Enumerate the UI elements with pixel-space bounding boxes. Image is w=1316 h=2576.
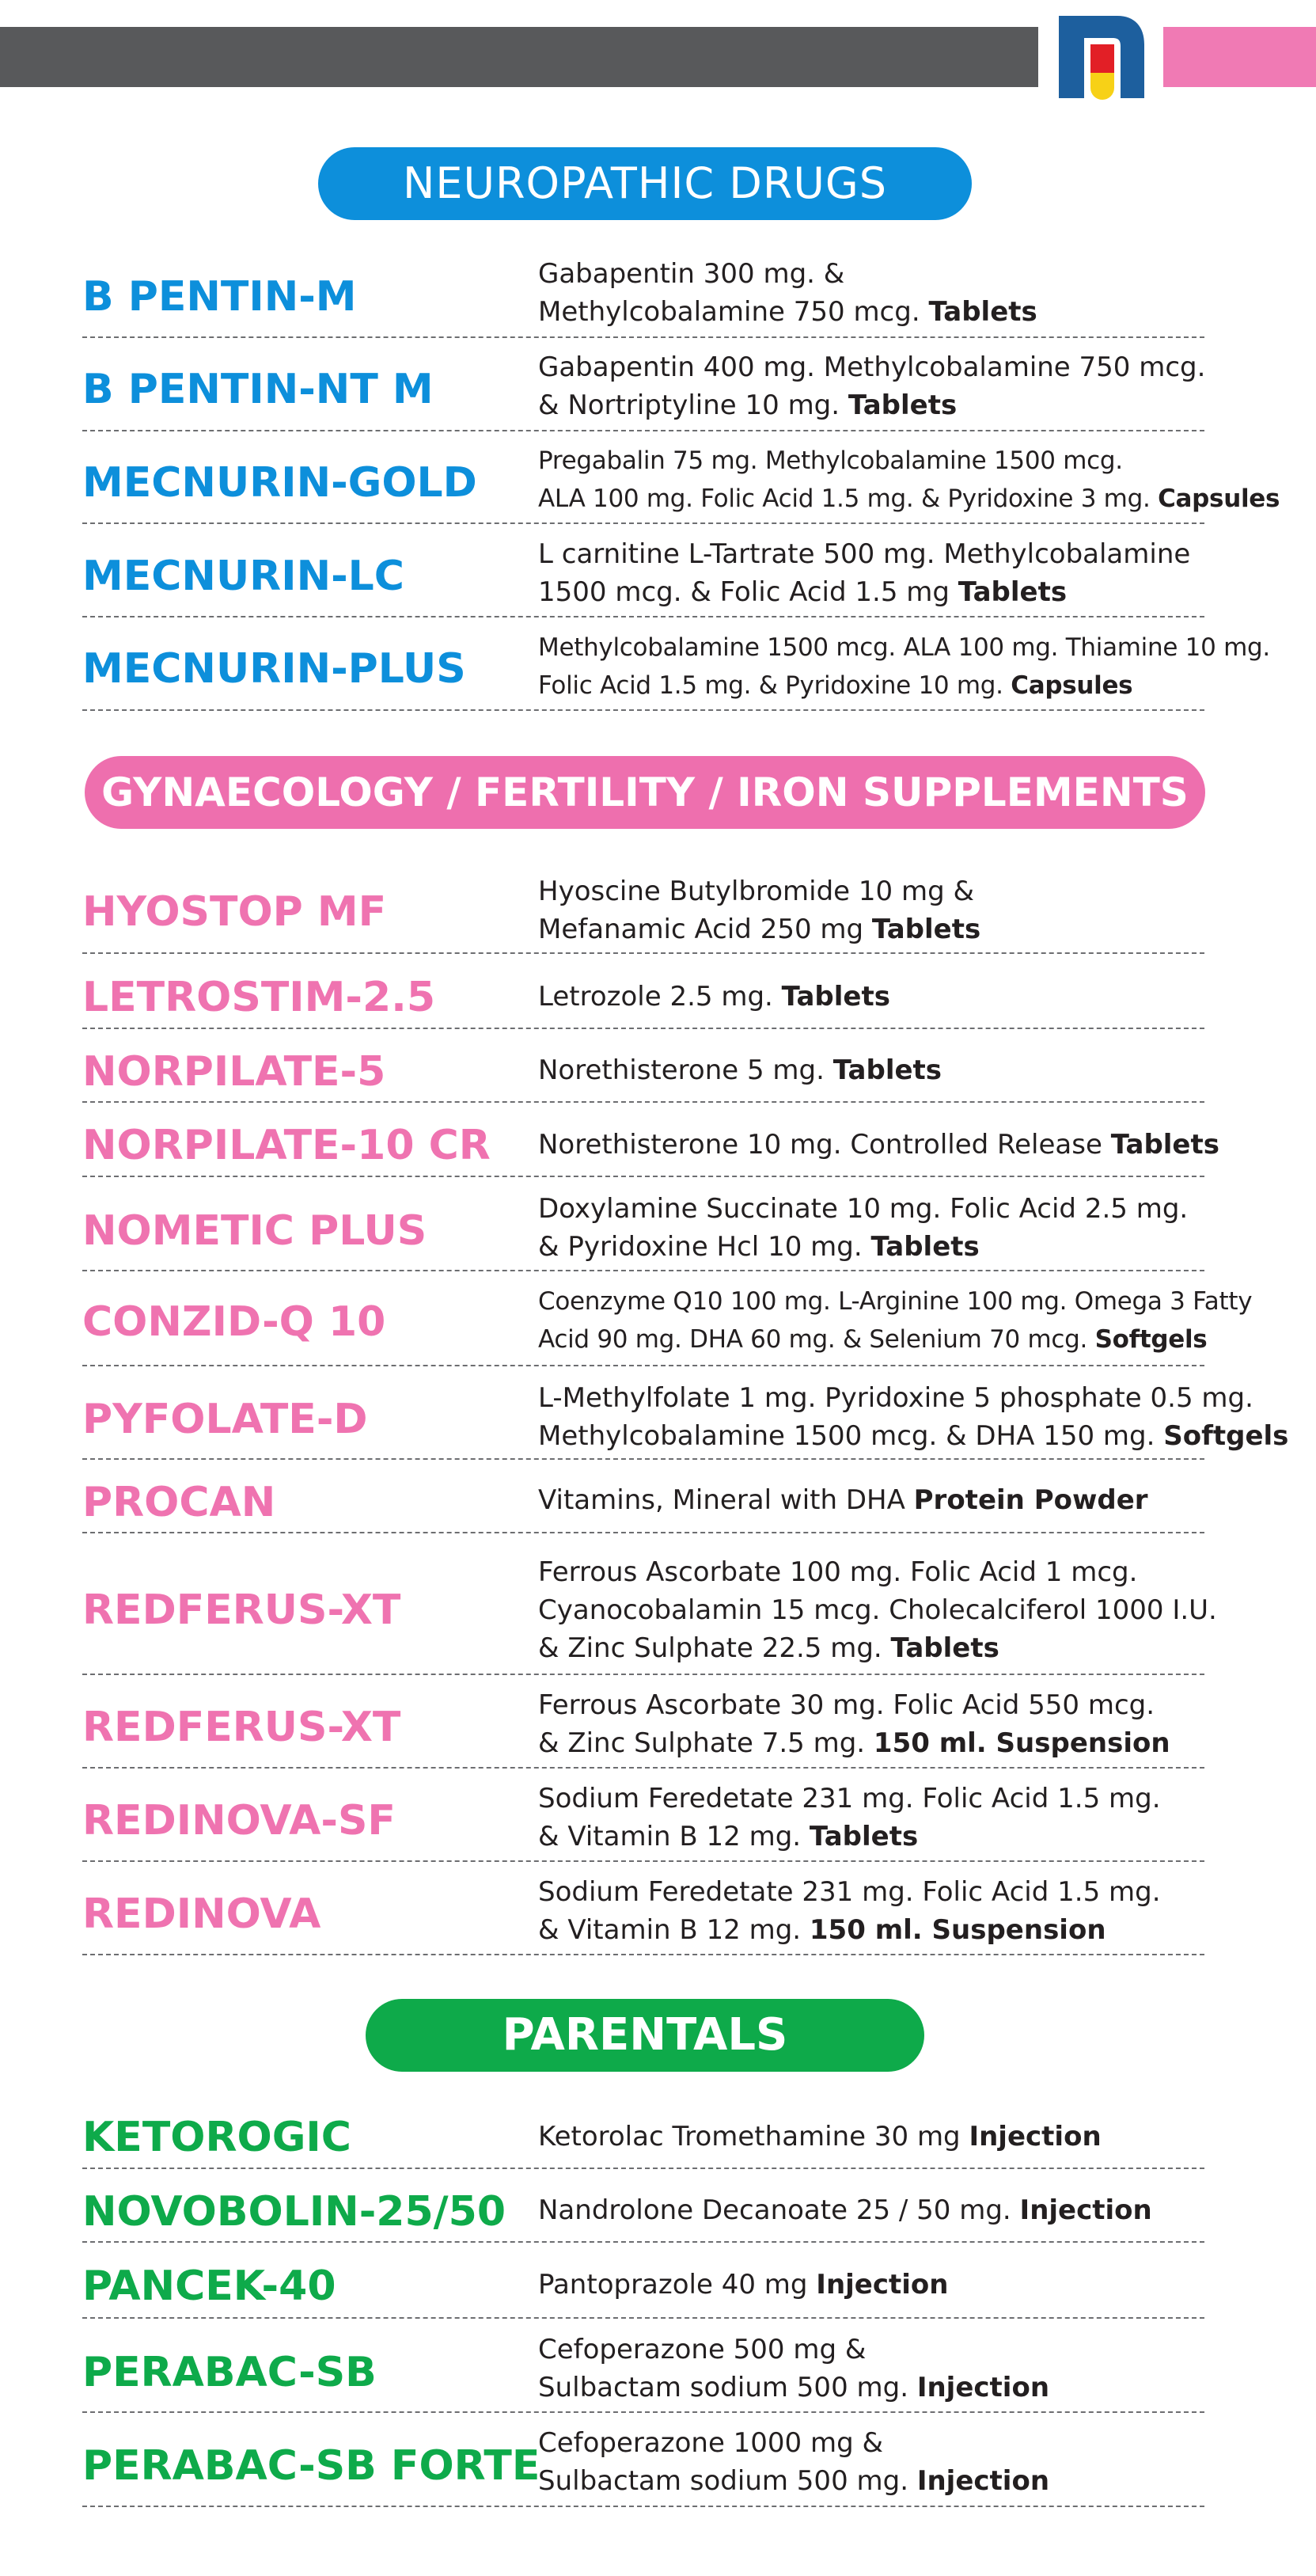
row-divider: [82, 1767, 1204, 1769]
product-composition: Sodium Feredetate 231 mg. Folic Acid 1.5 mg. & Vitamin B 12 mg. Tablets: [538, 1783, 1161, 1852]
row-divider: [82, 2317, 1204, 2319]
product-composition: Ketorolac Tromethamine 30 mg Injection: [538, 2121, 1102, 2152]
section-title-gynaecology: GYNAECOLOGY / FERTILITY / IRON SUPPLEMENTS: [85, 756, 1205, 829]
product-composition: Sodium Feredetate 231 mg. Folic Acid 1.5 mg. & Vitamin B 12 mg. 150 ml. Suspension: [538, 1876, 1161, 1946]
row-divider: [82, 430, 1204, 431]
row-divider: [82, 1028, 1204, 1029]
product-composition: Hyoscine Butylbromide 10 mg & Mefanamic Acid 250 mg Tablets: [538, 876, 981, 945]
product-name: MECNURIN-PLUS: [82, 645, 466, 693]
product-name: HYOSTOP MF: [82, 888, 387, 936]
product-name: MECNURIN-LC: [82, 553, 404, 600]
product-name: PANCEK-40: [82, 2263, 336, 2310]
product-composition: Nandrolone Decanoate 25 / 50 mg. Injection: [538, 2194, 1152, 2226]
product-name: NOVOBOLIN-25/50: [82, 2188, 506, 2236]
product-name: PROCAN: [82, 1479, 276, 1526]
row-divider: [82, 1674, 1204, 1675]
row-divider: [82, 1954, 1204, 1955]
product-composition: Cefoperazone 1000 mg & Sulbactam sodium 500 mg. Injection: [538, 2427, 1050, 2497]
product-name: KETOROGIC: [82, 2114, 351, 2161]
row-divider: [82, 1101, 1204, 1103]
row-divider: [82, 1365, 1204, 1366]
row-divider: [82, 1532, 1204, 1533]
product-composition: Ferrous Ascorbate 30 mg. Folic Acid 550 mcg. & Zinc Sulphate 7.5 mg. 150 ml. Suspension: [538, 1689, 1170, 1759]
row-divider: [82, 1860, 1204, 1862]
product-composition: Gabapentin 300 mg. & Methylcobalamine 750 mcg. Tablets: [538, 258, 1037, 328]
product-composition: L carnitine L-Tartrate 500 mg. Methylcobalamine 1500 mcg. & Folic Acid 1.5 mg Tablets: [538, 538, 1191, 608]
product-composition: L-Methylfolate 1 mg. Pyridoxine 5 phosphate 0.5 mg. Methylcobalamine 1500 mcg. & DHA 150 mg. Softgels: [538, 1382, 1289, 1452]
product-composition: Norethisterone 5 mg. Tablets: [538, 1054, 942, 1086]
product-name: NORPILATE-5: [82, 1048, 386, 1096]
row-divider: [82, 2241, 1204, 2243]
product-composition: Coenzyme Q10 100 mg. L-Arginine 100 mg. Omega 3 Fatty Acid 90 mg. DHA 60 mg. & Selenium 70 mcg. Softgels: [538, 1287, 1253, 1354]
product-name: REDFERUS-XT: [82, 1586, 401, 1634]
row-divider: [82, 2411, 1204, 2413]
row-divider: [82, 952, 1204, 954]
product-composition: Doxylamine Succinate 10 mg. Folic Acid 2.5 mg. & Pyridoxine Hcl 10 mg. Tablets: [538, 1193, 1189, 1263]
product-name: LETROSTIM-2.5: [82, 974, 436, 1021]
row-divider: [82, 336, 1204, 338]
product-composition: Cefoperazone 500 mg & Sulbactam sodium 500 mg. Injection: [538, 2334, 1050, 2403]
product-composition: Methylcobalamine 1500 mcg. ALA 100 mg. Thiamine 10 mg. Folic Acid 1.5 mg. & Pyridoxine 10 mg. Capsules: [538, 633, 1270, 700]
section-title-neuropathic: NEUROPATHIC DRUGS: [318, 147, 972, 220]
product-name: MECNURIN-GOLD: [82, 459, 477, 507]
product-name: REDINOVA-SF: [82, 1797, 396, 1845]
n-capsule-logo-icon: [1056, 13, 1147, 101]
product-name: NORPILATE-10 CR: [82, 1122, 491, 1169]
row-divider: [82, 616, 1204, 617]
product-name: REDINOVA: [82, 1890, 321, 1938]
row-divider: [82, 1458, 1204, 1460]
product-composition: Gabapentin 400 mg. Methylcobalamine 750 mcg. & Nortriptyline 10 mg. Tablets: [538, 351, 1206, 421]
product-name: PERABAC-SB: [82, 2349, 377, 2396]
product-composition: Letrozole 2.5 mg. Tablets: [538, 981, 890, 1013]
product-composition: Pregabalin 75 mg. Methylcobalamine 1500 mcg. ALA 100 mg. Folic Acid 1.5 mg. & Pyridoxine 3 mg. Capsules: [538, 446, 1280, 513]
product-composition: Vitamins, Mineral with DHA Protein Powder: [538, 1484, 1148, 1516]
row-divider: [82, 1270, 1204, 1271]
product-name: B PENTIN-NT M: [82, 366, 434, 413]
row-divider: [82, 2168, 1204, 2169]
product-name: NOMETIC PLUS: [82, 1207, 427, 1255]
header-accent-bar: [1163, 27, 1316, 87]
product-composition: Norethisterone 10 mg. Controlled Release Tablets: [538, 1129, 1219, 1161]
product-name: CONZID-Q 10: [82, 1298, 386, 1346]
section-title-parentals: PARENTALS: [366, 1999, 924, 2072]
row-divider: [82, 2506, 1204, 2507]
product-name: PERABAC-SB FORTE: [82, 2442, 540, 2490]
product-composition: Ferrous Ascorbate 100 mg. Folic Acid 1 mcg. Cyanocobalamin 15 mcg. Cholecalciferol 1000 I.U. & Zinc Sulphate 22.5 mg. Tablets: [538, 1556, 1217, 1664]
product-name: REDFERUS-XT: [82, 1704, 401, 1751]
header-bar: [0, 27, 1038, 87]
product-composition: Pantoprazole 40 mg Injection: [538, 2269, 949, 2301]
product-name: PYFOLATE-D: [82, 1396, 368, 1443]
product-name: B PENTIN-M: [82, 273, 357, 321]
row-divider: [82, 1176, 1204, 1177]
row-divider: [82, 522, 1204, 524]
row-divider: [82, 709, 1204, 711]
